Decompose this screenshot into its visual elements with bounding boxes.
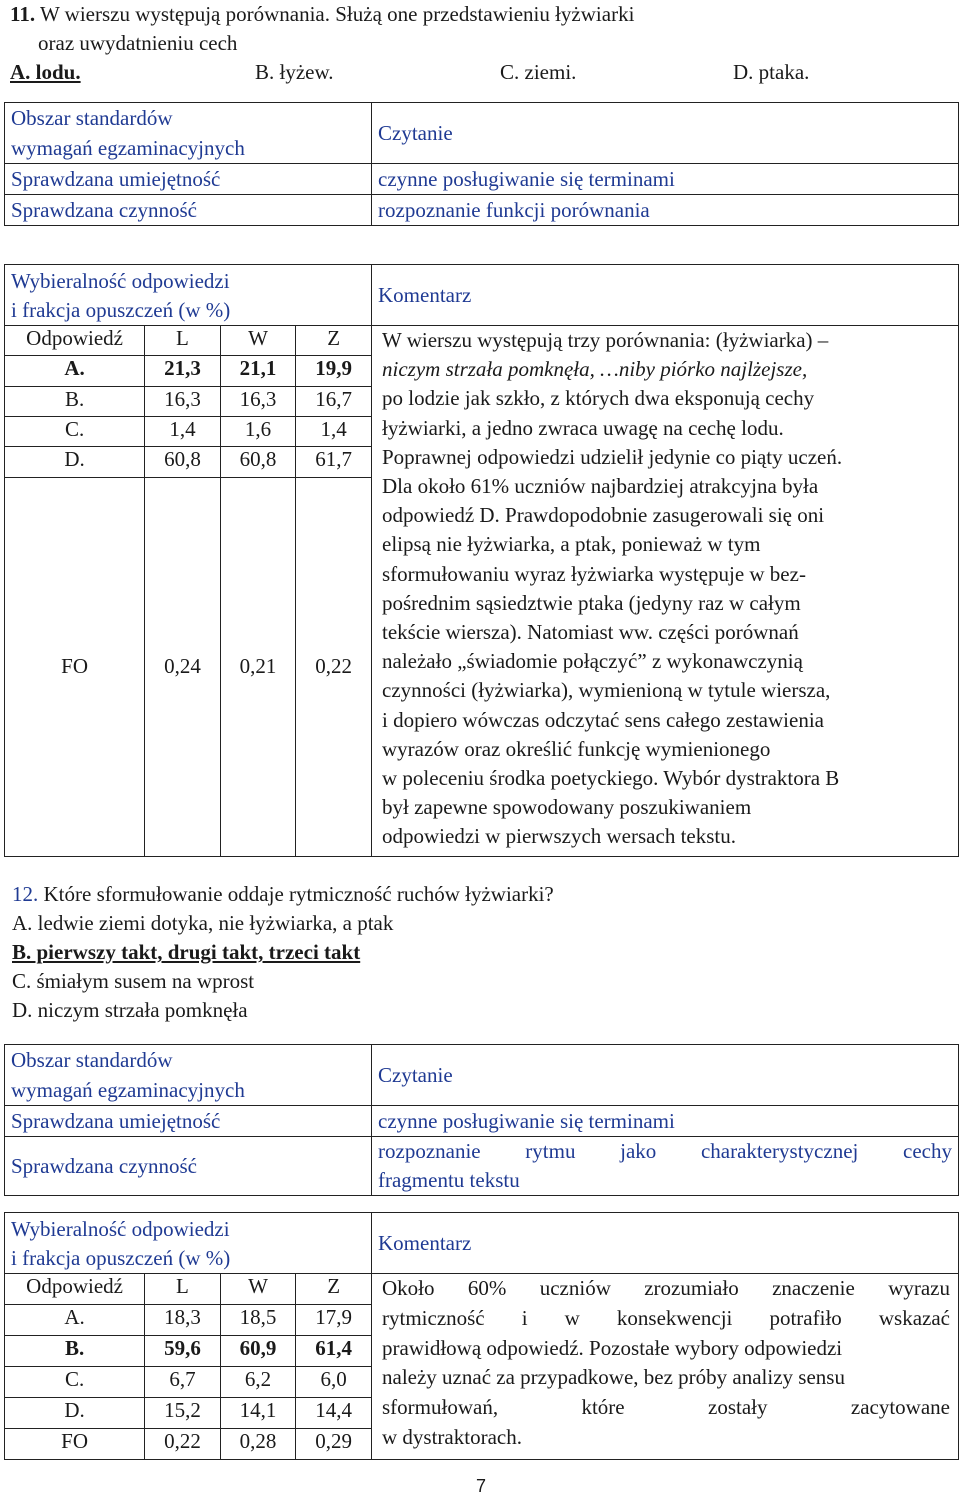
answer-a: A. ledwie ziemi dotyka, nie łyżwiarka, a ptak xyxy=(12,911,394,935)
cell-w: 1,6 xyxy=(220,416,296,446)
col-header-answer: Odpowiedź xyxy=(5,326,145,356)
question-11 xyxy=(10,0,840,87)
area-value: Czytanie xyxy=(372,1045,959,1106)
cell-l: 60,8 xyxy=(145,447,221,477)
cell-z: 61,7 xyxy=(296,447,372,477)
answer-a: A. lodu. xyxy=(10,60,81,84)
comment-line: był zapewne spowodowany poszukiwaniem xyxy=(382,795,752,820)
cell-l: 15,2 xyxy=(145,1398,221,1429)
skill-value: czynne posługiwanie się terminami xyxy=(372,164,959,195)
standards-table-2 xyxy=(4,1044,959,1196)
cell-w: 60,9 xyxy=(220,1336,296,1367)
cell-l: 0,24 xyxy=(145,477,221,856)
cell-w: 60,8 xyxy=(220,447,296,477)
stats-header-2: i frakcja opuszczeń (w %) xyxy=(11,1246,231,1270)
cell-answer: A. xyxy=(5,356,145,386)
cell-w: 0,28 xyxy=(220,1429,296,1460)
cell-w: 6,2 xyxy=(220,1367,296,1398)
col-header-l: L xyxy=(145,1274,221,1305)
activity-value-2: fragmentu tekstu xyxy=(378,1168,520,1192)
cell-answer: C. xyxy=(5,1367,145,1398)
question-number: 11. xyxy=(10,2,36,26)
answer-d: D. ptaka. xyxy=(733,60,810,84)
cell-z: 1,4 xyxy=(296,416,372,446)
cell-w: 16,3 xyxy=(220,386,296,416)
col-header-l: L xyxy=(145,326,221,356)
comment-line: sformułowań, które zostały zacytowane xyxy=(382,1395,950,1420)
question-11-text xyxy=(10,0,840,29)
question-text: Które sformułowanie oddaje rytmiczność ruchów łyżwiarki? xyxy=(43,882,554,906)
cell-answer: B. xyxy=(5,386,145,416)
col-header-w: W xyxy=(220,1274,296,1305)
col-header-w: W xyxy=(220,326,296,356)
answer-b: B. pierwszy takt, drugi takt, trzeci takt xyxy=(12,940,361,964)
cell-z: 0,22 xyxy=(296,477,372,856)
area-label-cell xyxy=(5,1045,372,1106)
stats-table-1 xyxy=(4,264,959,857)
cell-l: 18,3 xyxy=(145,1305,221,1336)
cell-answer: FO xyxy=(5,1429,145,1460)
stats-header xyxy=(5,265,372,326)
cell-w: 18,5 xyxy=(220,1305,296,1336)
comment-line: w poleceniu środka poetyckiego. Wybór dystraktora B xyxy=(382,766,840,791)
activity-value-1: rozpoznanie rytmu jako charakterystycznej cechy xyxy=(378,1139,952,1163)
activity-label: Sprawdzana czynność xyxy=(5,195,372,226)
col-header-z: Z xyxy=(296,1274,372,1305)
answer-row xyxy=(10,58,840,87)
comment-line: i dopiero wówczas odczytać sens całego zestawienia xyxy=(382,707,824,732)
area-label-2: wymagań egzaminacyjnych xyxy=(11,136,245,160)
comment-line: niczym strzała pomknęła, …niby piórko najlżejsze, xyxy=(382,357,808,382)
cell-answer: D. xyxy=(5,447,145,477)
cell-l: 21,3 xyxy=(145,356,221,386)
activity-label: Sprawdzana czynność xyxy=(5,1137,372,1196)
comment-line: należy uznać za przypadkowe, bez próby analizy sensu xyxy=(382,1365,845,1390)
cell-z: 61,4 xyxy=(296,1336,372,1367)
cell-w: 14,1 xyxy=(220,1398,296,1429)
answer-d: D. niczym strzała pomknęła xyxy=(12,998,248,1022)
cell-w: 21,1 xyxy=(220,356,296,386)
stats-header-1: Wybieralność odpowiedzi xyxy=(11,269,230,293)
cell-z: 19,9 xyxy=(296,356,372,386)
question-number: 12. xyxy=(12,882,39,906)
cell-l: 59,6 xyxy=(145,1336,221,1367)
stats-table-2 xyxy=(4,1212,959,1460)
comment-line: łyżwiarki, a jedno zwraca uwagę na cechę lodu. xyxy=(382,415,784,440)
comment-text-1 xyxy=(372,326,959,857)
cell-l: 6,7 xyxy=(145,1367,221,1398)
comment-line: w dystraktorach. xyxy=(382,1424,522,1449)
cell-answer: FO xyxy=(5,477,145,856)
comment-line: czynności (łyżwiarka), wymienioną w tytule wiersza, xyxy=(382,678,831,703)
comment-line: rytmiczność i w konsekwencji potrafiło wskazać xyxy=(382,1305,950,1330)
comment-line: Poprawnej odpowiedzi udzielił jedynie co piąty uczeń. xyxy=(382,444,843,469)
comment-header: Komentarz xyxy=(372,265,959,326)
cell-answer: B. xyxy=(5,1336,145,1367)
cell-z: 0,29 xyxy=(296,1429,372,1460)
answer-b: B. łyżew. xyxy=(255,60,334,84)
question-text-line1: W wierszu występują porównania. Służą one przedstawieniu łyżwiarki xyxy=(39,2,635,26)
standards-table-1 xyxy=(4,102,959,226)
comment-line: po lodzie jak szkło, z których dwa eksponują cechy xyxy=(382,386,815,411)
question-text-line2: oraz uwydatnieniu cech xyxy=(38,31,238,55)
activity-value xyxy=(372,1137,959,1196)
cell-z: 6,0 xyxy=(296,1367,372,1398)
skill-value: czynne posługiwanie się terminami xyxy=(372,1106,959,1137)
area-label-2: wymagań egzaminacyjnych xyxy=(11,1078,245,1102)
cell-l: 1,4 xyxy=(145,416,221,446)
comment-line: Dla około 61% uczniów najbardziej atrakcyjna była xyxy=(382,474,819,499)
area-value: Czytanie xyxy=(372,103,959,164)
cell-w: 0,21 xyxy=(220,477,296,856)
comment-header: Komentarz xyxy=(372,1213,959,1274)
comment-line: W wierszu występują trzy porównania: (łyżwiarka) – xyxy=(382,328,829,352)
cell-z: 17,9 xyxy=(296,1305,372,1336)
cell-answer: A. xyxy=(5,1305,145,1336)
cell-l: 0,22 xyxy=(145,1429,221,1460)
comment-line: pośrednim sąsiedztwie ptaka (jedyny raz w całym xyxy=(382,590,801,615)
area-label-1: Obszar standardów xyxy=(11,1048,173,1072)
stats-header-2: i frakcja opuszczeń (w %) xyxy=(11,298,231,322)
comment-line: sformułowaniu wyraz łyżwiarka występuje w bez- xyxy=(382,561,806,586)
stats-header xyxy=(5,1213,372,1274)
comment-text-2 xyxy=(372,1274,959,1460)
answer-c: C. ziemi. xyxy=(500,60,577,84)
comment-line: elipsą nie łyżwiarka, a ptak, ponieważ w tym xyxy=(382,532,761,557)
cell-answer: C. xyxy=(5,416,145,446)
stats-header-1: Wybieralność odpowiedzi xyxy=(11,1217,230,1241)
skill-label: Sprawdzana umiejętność xyxy=(5,1106,372,1137)
cell-answer: D. xyxy=(5,1398,145,1429)
cell-z: 16,7 xyxy=(296,386,372,416)
comment-line: Około 60% uczniów zrozumiało znaczenie wyrazu xyxy=(382,1276,950,1300)
answer-c: C. śmiałym susem na wprost xyxy=(12,969,255,993)
comment-line: tekście wiersza). Natomiast ww. części porównań xyxy=(382,620,799,645)
area-label-cell xyxy=(5,103,372,164)
activity-value: rozpoznanie funkcji porównania xyxy=(372,195,959,226)
comment-line: odpowiedź D. Prawdopodobnie zasugerowali się oni xyxy=(382,503,825,528)
comment-line: odpowiedzi w pierwszych wersach tekstu. xyxy=(382,824,736,849)
col-header-answer: Odpowiedź xyxy=(5,1274,145,1305)
cell-l: 16,3 xyxy=(145,386,221,416)
col-header-z: Z xyxy=(296,326,372,356)
cell-z: 14,4 xyxy=(296,1398,372,1429)
page-number: 7 xyxy=(476,1476,487,1496)
comment-line: prawidłową odpowiedź. Pozostałe wybory odpowiedzi xyxy=(382,1335,843,1360)
comment-line: wyrazów oraz określić funkcję wymienionego xyxy=(382,736,771,761)
area-label-1: Obszar standardów xyxy=(11,106,173,130)
comment-line: należało „świadomie połączyć” z wykonawczynią xyxy=(382,649,803,674)
skill-label: Sprawdzana umiejętność xyxy=(5,164,372,195)
question-12 xyxy=(12,880,554,1025)
